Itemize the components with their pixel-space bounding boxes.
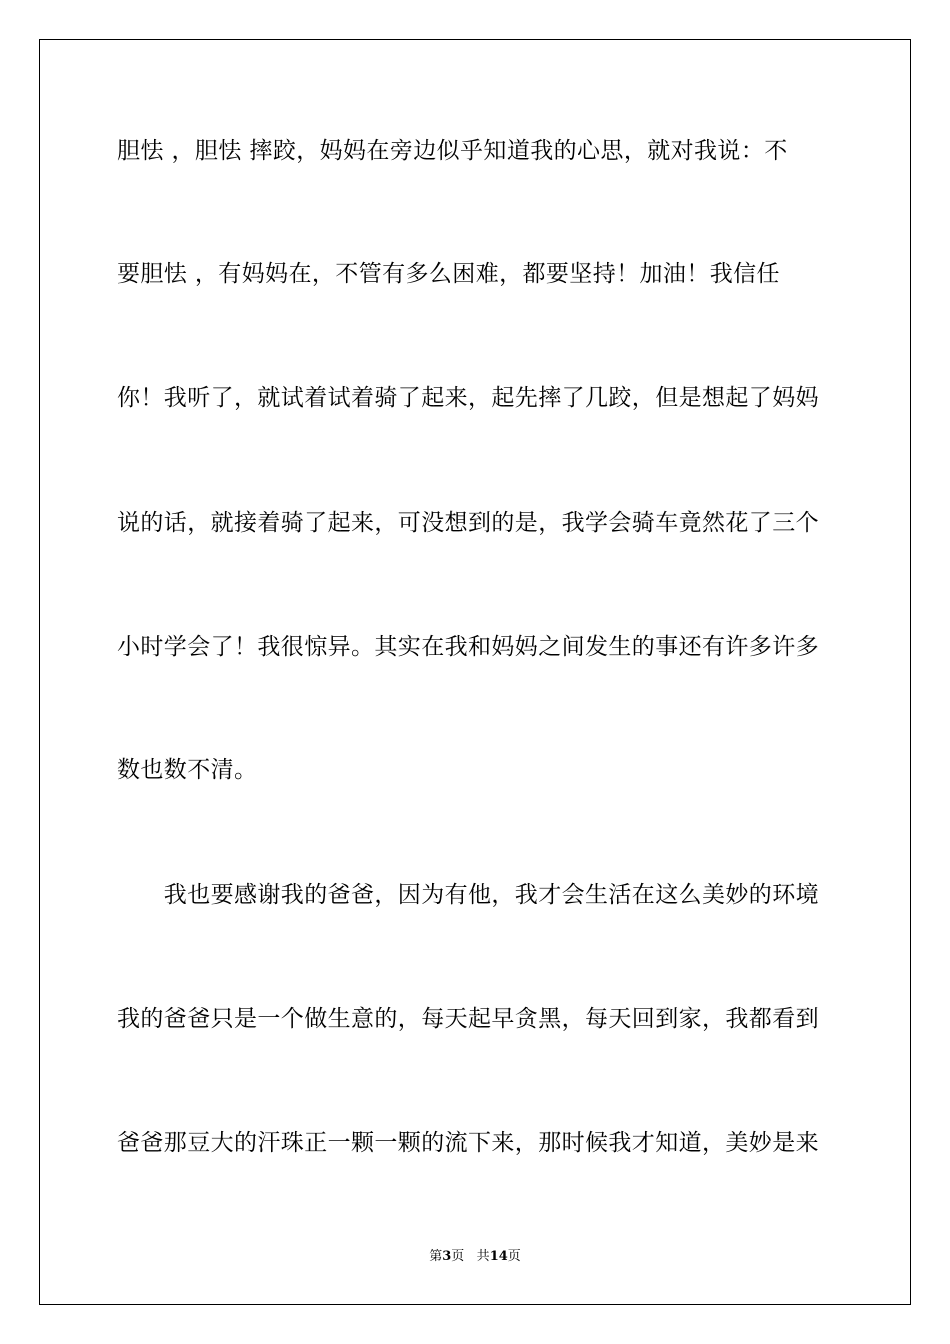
page-number: 3	[442, 1249, 452, 1264]
body-text-line: 你！我听了，就试着试着骑了起来，起先摔了几跤，但是想起了妈妈	[117, 385, 819, 411]
page-border	[39, 39, 911, 1305]
body-text-line: 数也数不清。	[117, 757, 258, 783]
total-pages: 14	[489, 1249, 508, 1264]
body-text-line: 我的爸爸只是一个做生意的，每天起早贪黑，每天回到家，我都看到	[117, 1006, 819, 1032]
body-text-line: 我也要感谢我的爸爸，因为有他，我才会生活在这么美妙的环境	[117, 882, 819, 908]
total-label-suffix: 页	[507, 1249, 521, 1264]
page-label-prefix: 第	[429, 1249, 443, 1264]
body-text-line: 爸爸那豆大的汗珠正一颗一颗的流下来，那时候我才知道，美妙是来	[117, 1130, 819, 1156]
page-label-suffix: 页	[451, 1249, 465, 1264]
page-footer	[0, 1248, 950, 1266]
body-text-line: 小时学会了！我很惊异。其实在我和妈妈之间发生的事还有许多许多	[117, 634, 819, 660]
total-label-prefix: 共	[476, 1249, 490, 1264]
body-text-line: 胆怯 ，胆怯 摔跤，妈妈在旁边似乎知道我的心思，就对我说：不	[117, 138, 788, 164]
body-text-line: 要胆怯 ，有妈妈在，不管有多么困难，都要坚持！加油！我信任	[117, 261, 780, 287]
body-text-line: 说的话，就接着骑了起来，可没想到的是，我学会骑车竟然花了三个	[117, 510, 819, 536]
